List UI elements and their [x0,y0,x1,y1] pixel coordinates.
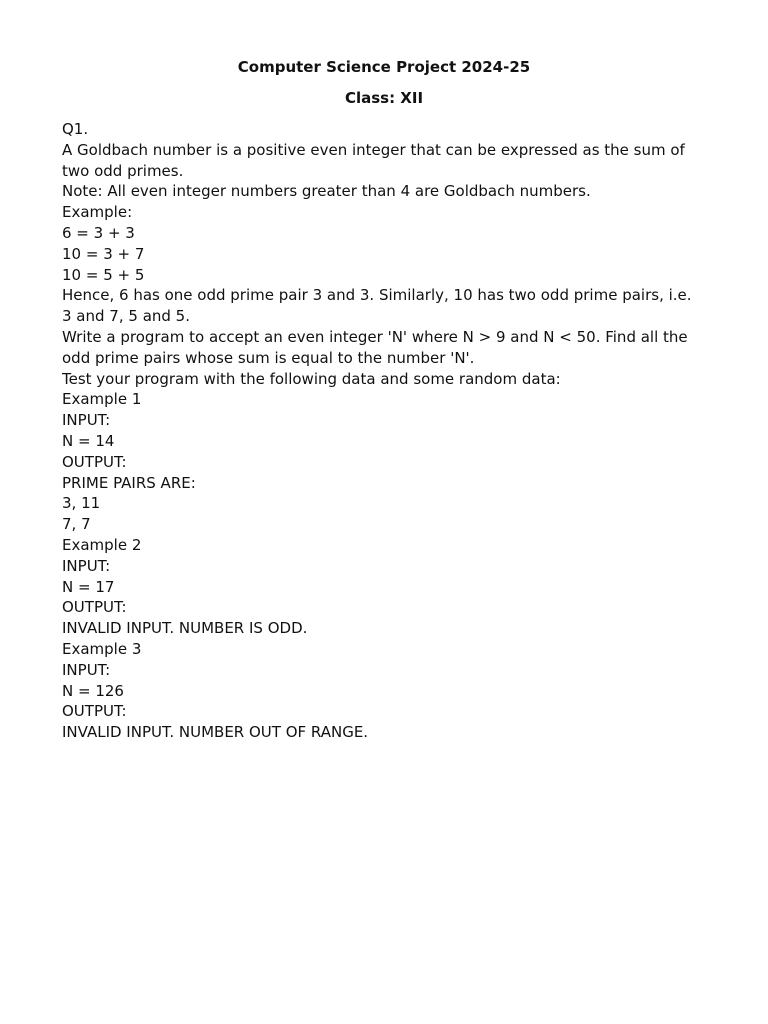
text-line: 3 and 7, 5 and 5. [62,307,190,326]
text-line: 6 = 3 + 3 [62,223,135,242]
text-line: OUTPUT: [62,702,127,721]
text-line: INPUT: [62,411,111,430]
text-line: Example 3 [62,639,142,658]
text-line: Q1. [62,120,89,138]
text-line: two odd primes. [62,161,184,180]
text-line: Hence, 6 has one odd prime pair 3 and 3. Similarly, 10 has two odd prime pairs, i.e. [62,286,692,305]
text-line: A Goldbach number is a positive even integer that can be expressed as the sum of [62,140,685,159]
text-line: Write a program to accept an even integer 'N' where N > 9 and N < 50. Find all the [62,327,688,346]
text-line: Test your program with the following data and some random data: [62,369,561,388]
question-body [62,119,712,743]
document-subtitle: Class: XII [344,89,424,107]
text-line: 3, 11 [62,494,101,513]
text-line: INVALID INPUT. NUMBER OUT OF RANGE. [62,723,369,742]
text-line: N = 126 [62,681,124,700]
text-line: Example 2 [62,535,142,554]
text-line: N = 14 [62,431,115,450]
text-line: OUTPUT: [62,452,127,471]
text-line: 10 = 3 + 7 [62,244,145,263]
text-line: INPUT: [62,660,111,679]
text-line: OUTPUT: [62,598,127,617]
text-line: Example 1 [62,390,142,409]
text-line: odd prime pairs whose sum is equal to the number 'N'. [62,348,475,367]
text-line: N = 17 [62,577,115,596]
text-line: PRIME PAIRS ARE: [62,473,196,492]
text-line: Note: All even integer numbers greater than 4 are Goldbach numbers. [62,182,591,201]
text-line: 10 = 5 + 5 [62,265,145,284]
document-title: Computer Science Project 2024-25 [237,58,531,76]
text-line: INPUT: [62,556,111,575]
text-line: 7, 7 [62,515,91,534]
text-line: Example: [62,203,133,222]
text-line: INVALID INPUT. NUMBER IS ODD. [62,619,308,638]
